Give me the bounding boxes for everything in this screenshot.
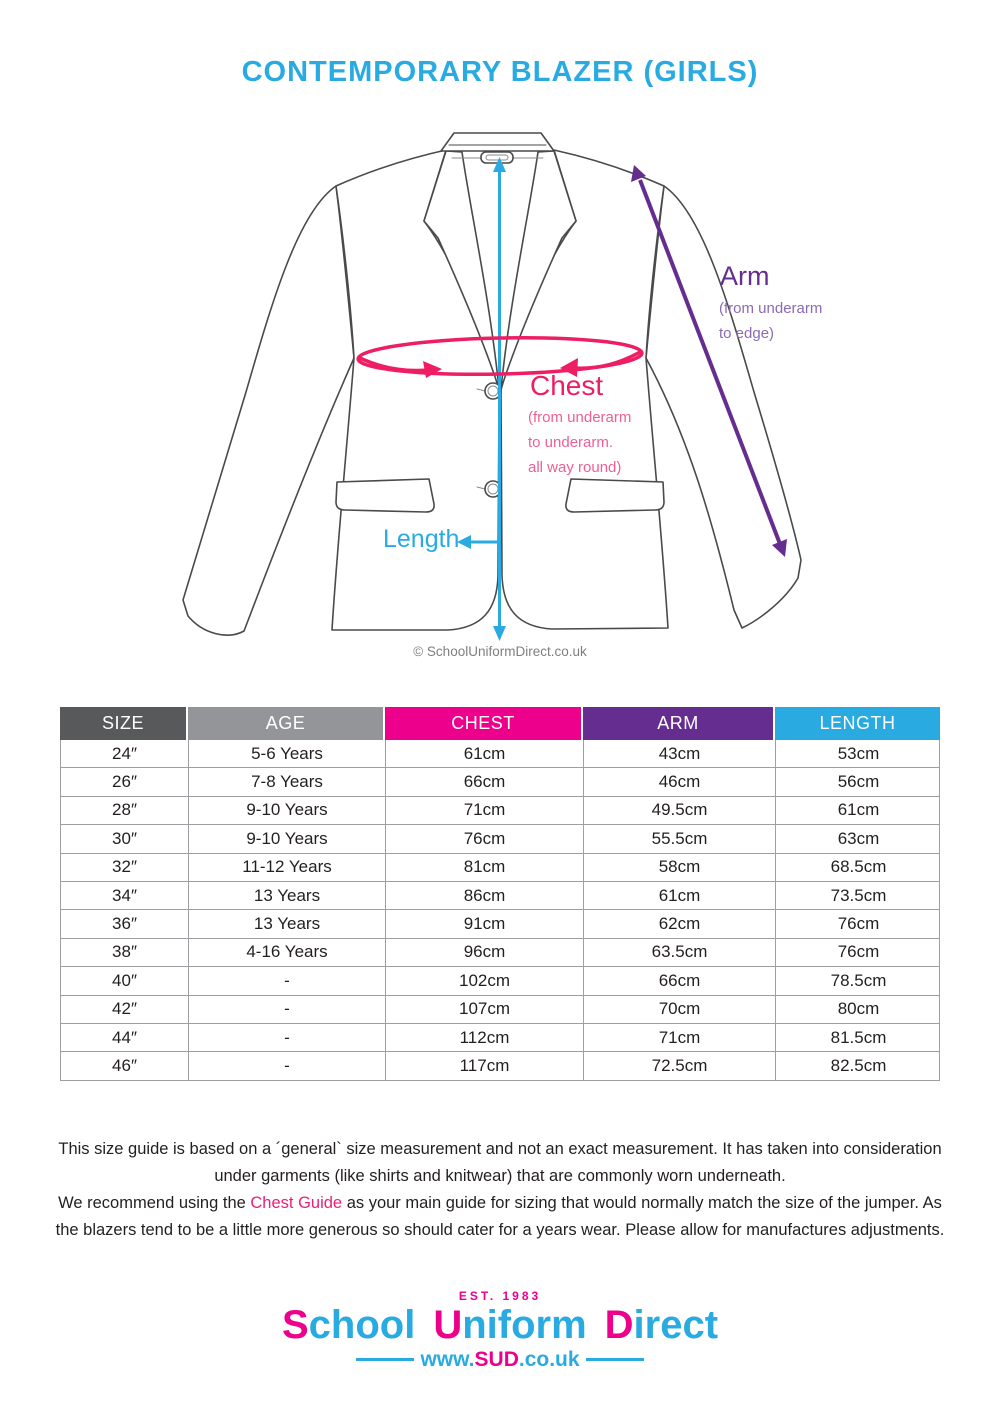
cell-chest: 112cm xyxy=(386,1024,584,1051)
cell-length: 78.5cm xyxy=(830,970,887,990)
cell-chest: 96cm xyxy=(386,939,584,966)
cell-length: 80cm xyxy=(837,999,880,1019)
cell-size: 38″ xyxy=(61,939,189,966)
brand-logo xyxy=(0,1290,1000,1370)
length-label: Length xyxy=(383,525,460,553)
cell-chest: 71cm xyxy=(386,797,584,824)
cell-arm: 58cm xyxy=(584,854,776,881)
right-pocket-flap xyxy=(566,479,664,512)
left-sleeve xyxy=(183,186,354,635)
size-table xyxy=(60,707,940,1081)
cell-arm: 63.5cm xyxy=(584,939,776,966)
table-row xyxy=(61,768,939,796)
cell-age: 13 Years xyxy=(189,910,386,937)
table-row xyxy=(61,1052,939,1079)
chest-guide-link[interactable]: Chest Guide xyxy=(250,1194,343,1212)
cell-size: 30″ xyxy=(61,825,189,852)
blazer-diagram xyxy=(180,120,823,665)
cell-size: 28″ xyxy=(61,797,189,824)
left-pocket-flap xyxy=(336,479,434,512)
logo-url[interactable]: www. SUD .co.uk xyxy=(0,1349,1000,1370)
cell-length: 63cm xyxy=(837,828,880,848)
chest-label: Chest xyxy=(530,370,604,401)
cell-chest: 102cm xyxy=(386,967,584,994)
cell-size: 46″ xyxy=(61,1052,189,1079)
cell-size: 34″ xyxy=(61,882,189,909)
cell-length: 68.5cm xyxy=(830,857,887,877)
cell-age: 5-6 Years xyxy=(189,740,386,767)
table-header-row xyxy=(60,707,940,740)
cell-size: 40″ xyxy=(61,967,189,994)
cell-age: 13 Years xyxy=(189,882,386,909)
blazer-illustration xyxy=(180,120,823,665)
cell-size: 42″ xyxy=(61,996,189,1023)
cell-length: 81.5cm xyxy=(830,1027,887,1047)
cell-length: 53cm xyxy=(837,743,880,763)
note-paragraph-2 xyxy=(48,1190,952,1244)
table-row xyxy=(61,882,939,910)
size-guide-note xyxy=(48,1136,952,1244)
cell-chest: 107cm xyxy=(386,996,584,1023)
table-row xyxy=(61,996,939,1024)
cell-chest: 76cm xyxy=(386,825,584,852)
cell-arm: 61cm xyxy=(584,882,776,909)
arm-label: Arm xyxy=(720,261,770,291)
cell-size: 32″ xyxy=(61,854,189,881)
cell-age: 9-10 Years xyxy=(189,797,386,824)
cell-size: 44″ xyxy=(61,1024,189,1051)
cell-age: - xyxy=(189,1052,386,1079)
cell-age: 11-12 Years xyxy=(189,854,386,881)
cell-chest: 81cm xyxy=(386,854,584,881)
cell-arm: 43cm xyxy=(584,740,776,767)
cell-age: 4-16 Years xyxy=(189,939,386,966)
cell-chest: 86cm xyxy=(386,882,584,909)
cell-arm: 62cm xyxy=(584,910,776,937)
note-before-chest-guide: We recommend using the xyxy=(58,1194,251,1212)
header-size: SIZE xyxy=(60,707,188,740)
cell-chest: 91cm xyxy=(386,910,584,937)
url-dash-right xyxy=(586,1358,644,1361)
cell-length: 61cm xyxy=(837,800,880,820)
note-after-chest-guide: as your main guide for sizing that would normally match the size of the jumper. As the blazers tend to be a little more generous so should cater for a years wear. Please allow for manufactures adjustments. xyxy=(55,1194,945,1239)
table-row xyxy=(61,967,939,995)
cell-arm: 71cm xyxy=(584,1024,776,1051)
cell-age: - xyxy=(189,996,386,1023)
table-row xyxy=(61,797,939,825)
cell-arm: 49.5cm xyxy=(584,797,776,824)
cell-length: 82.5cm xyxy=(830,1055,887,1075)
note-paragraph-1: This size guide is based on a ´general` size measurement and not an exact measurement. It has taken into consideration under garments (like shirts and knitwear) that are commonly worn underneath. xyxy=(58,1140,942,1185)
url-dash-left xyxy=(356,1358,414,1361)
cell-age: 7-8 Years xyxy=(189,768,386,795)
collar xyxy=(441,133,554,151)
cell-length: 76cm xyxy=(837,914,880,934)
cell-length: 56cm xyxy=(837,772,880,792)
cell-size: 36″ xyxy=(61,910,189,937)
cell-arm: 55.5cm xyxy=(584,825,776,852)
cell-length: 73.5cm xyxy=(830,885,887,905)
cell-age: - xyxy=(189,967,386,994)
cell-length: 76cm xyxy=(837,942,880,962)
table-body xyxy=(60,740,940,1081)
cell-arm: 70cm xyxy=(584,996,776,1023)
cell-chest: 66cm xyxy=(386,768,584,795)
header-age: AGE xyxy=(188,707,385,740)
cell-size: 24″ xyxy=(61,740,189,767)
arm-sublabel: (from underarm to edge) xyxy=(719,300,823,342)
table-row xyxy=(61,825,939,853)
cell-age: 9-10 Years xyxy=(189,825,386,852)
header-arm: ARM xyxy=(583,707,775,740)
diagram-copyright: © SchoolUniformDirect.co.uk xyxy=(413,644,587,659)
logo-est-text: EST. 1983 xyxy=(458,1289,542,1303)
cell-chest: 61cm xyxy=(386,740,584,767)
table-row xyxy=(61,740,939,768)
header-chest: CHEST xyxy=(385,707,583,740)
cell-age: - xyxy=(189,1024,386,1051)
table-row xyxy=(61,939,939,967)
cell-size: 26″ xyxy=(61,768,189,795)
chest-sublabel: (from underarm to underarm. all way round) xyxy=(528,409,632,476)
header-length: LENGTH xyxy=(775,707,940,740)
table-row xyxy=(61,1024,939,1052)
cell-arm: 46cm xyxy=(584,768,776,795)
logo-wordmark: School Uniform Direct xyxy=(281,1303,719,1347)
page-title: CONTEMPORARY BLAZER (GIRLS) xyxy=(241,56,759,88)
table-row xyxy=(61,854,939,882)
table-row xyxy=(61,910,939,938)
cell-chest: 117cm xyxy=(386,1052,584,1079)
cell-arm: 66cm xyxy=(584,967,776,994)
cell-arm: 72.5cm xyxy=(584,1052,776,1079)
